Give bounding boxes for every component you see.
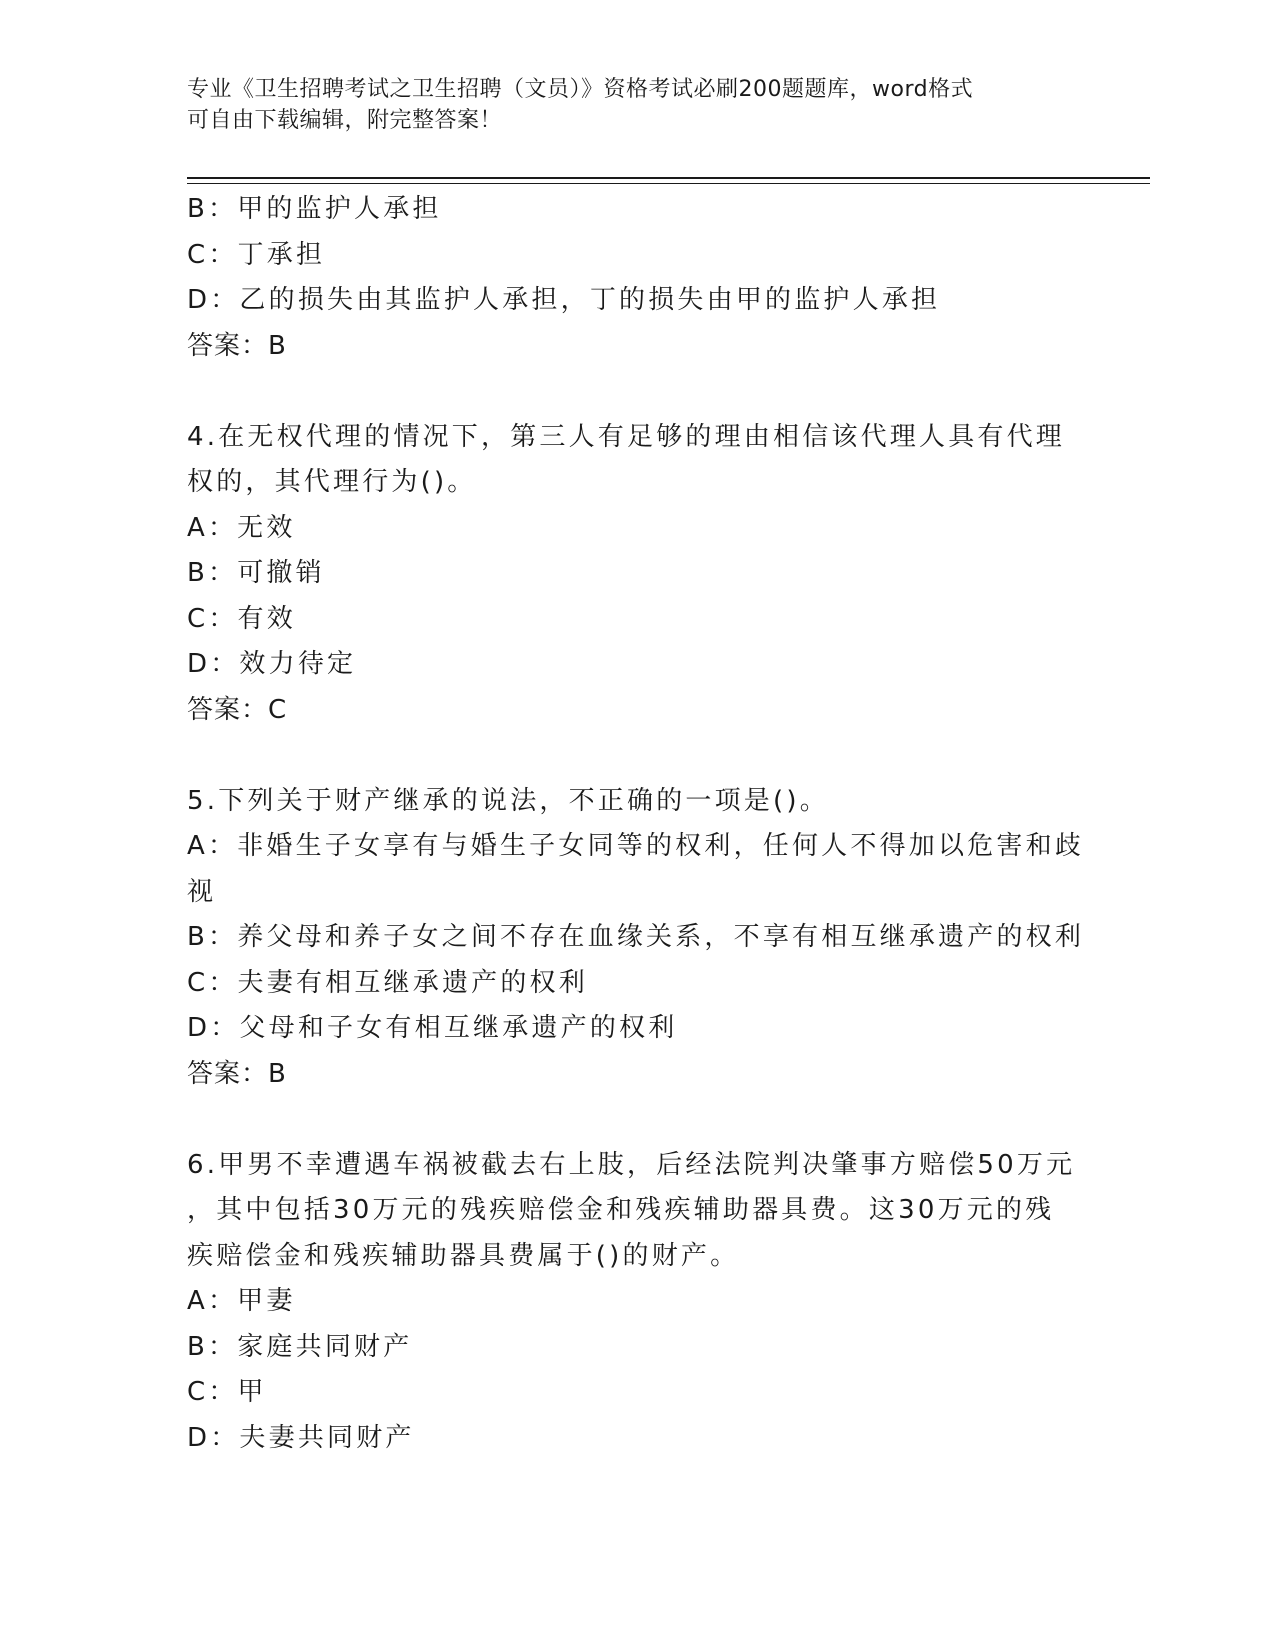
option-a-continued: 视 bbox=[187, 876, 217, 907]
question-4 bbox=[187, 415, 1087, 734]
option-a: A：甲妻 bbox=[187, 1286, 296, 1316]
spacer bbox=[187, 1097, 1087, 1143]
option-c: C：有效 bbox=[187, 603, 296, 634]
option-c: C：丁承担 bbox=[187, 239, 326, 270]
header-line-1: 专业《卫生招聘考试之卫生招聘（文员）》资格考试必刷200题题库，word格式 bbox=[187, 77, 974, 102]
document-header bbox=[187, 74, 1087, 136]
header-line-2: 可自由下载编辑，附完整答案！ bbox=[187, 108, 503, 133]
question-content bbox=[187, 187, 1087, 1461]
option-b: B：养父母和养子女之间不存在血缘关系，不享有相互继承遗产的权利 bbox=[187, 922, 1085, 952]
answer-label: 答案：B bbox=[187, 1058, 287, 1089]
answer-label: 答案：B bbox=[187, 330, 287, 361]
option-d: D：父母和子女有相互继承遗产的权利 bbox=[187, 1013, 678, 1043]
question-text-line: 疾赔偿金和残疾辅助器具费属于()的财产。 bbox=[187, 1240, 740, 1271]
option-d: D：效力待定 bbox=[187, 649, 357, 679]
option-b: B：家庭共同财产 bbox=[187, 1331, 413, 1362]
option-b: B：甲的监护人承担 bbox=[187, 194, 442, 224]
option-d: D：乙的损失由其监护人承担，丁的损失由甲的监护人承担 bbox=[187, 285, 941, 315]
option-a: A：非婚生子女享有与婚生子女同等的权利，任何人不得加以危害和歧 bbox=[187, 831, 1084, 861]
question-text-line: ，其中包括30万元的残疾赔偿金和残疾辅助器具费。这30万元的残 bbox=[187, 1195, 1055, 1225]
option-d: D：夫妻共同财产 bbox=[187, 1422, 415, 1453]
answer-label: 答案：C bbox=[187, 694, 288, 725]
question-text-line: 6.甲男不幸遭遇车祸被截去右上肢，后经法院判决肇事方赔偿50万元 bbox=[187, 1149, 1076, 1180]
option-a: A：无效 bbox=[187, 512, 296, 543]
option-b: B：可撤销 bbox=[187, 558, 325, 588]
prev-question bbox=[187, 187, 1087, 369]
header-divider-thick bbox=[187, 177, 1150, 179]
question-5 bbox=[187, 779, 1087, 1098]
spacer bbox=[187, 733, 1087, 779]
option-c: C：甲 bbox=[187, 1377, 267, 1407]
question-text-line: 4.在无权代理的情况下，第三人有足够的理由相信该代理人具有代理 bbox=[187, 421, 1066, 452]
question-text-line: 5.下列关于财产继承的说法，不正确的一项是()。 bbox=[187, 785, 829, 816]
header-divider-thin bbox=[187, 183, 1150, 184]
question-text-line: 权的，其代理行为()。 bbox=[187, 467, 477, 497]
spacer bbox=[187, 369, 1087, 415]
option-c: C：夫妻有相互继承遗产的权利 bbox=[187, 967, 588, 998]
question-6 bbox=[187, 1143, 1087, 1462]
